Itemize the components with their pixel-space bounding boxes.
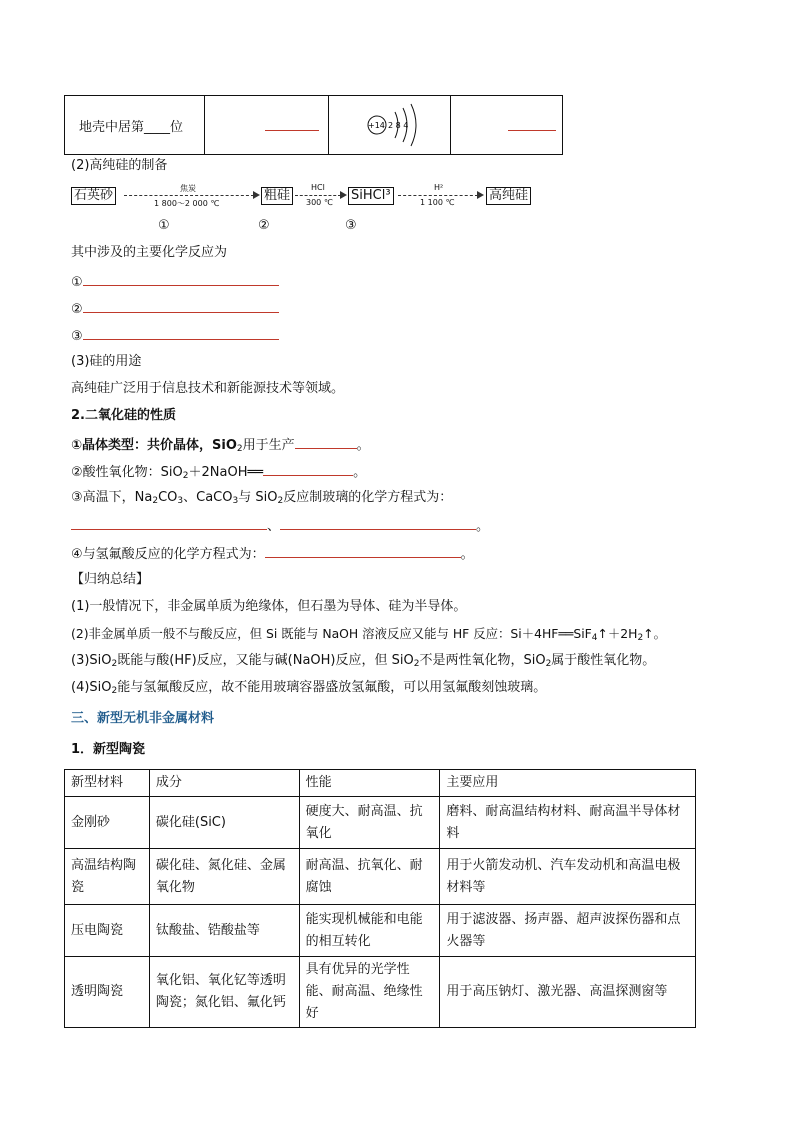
table-cell: 能实现机械能和电能的相互转化 bbox=[299, 905, 440, 957]
prep-heading: (2)高纯硅的制备 bbox=[71, 158, 168, 173]
item4-text: ④与氢氟酸反应的化学方程式为： bbox=[71, 547, 265, 562]
element-info-table bbox=[64, 95, 563, 155]
subscript: 2 bbox=[277, 496, 284, 506]
reaction-mark: ③ bbox=[71, 329, 83, 344]
item3-text: 反应制玻璃的化学方程式为： bbox=[283, 490, 453, 505]
table-divider bbox=[328, 96, 329, 154]
reactions-intro: 其中涉及的主要化学反应为 bbox=[71, 245, 228, 260]
table-header-row bbox=[65, 770, 696, 797]
table-row bbox=[65, 797, 696, 849]
table-cell: 耐高温、抗氧化、耐腐蚀 bbox=[299, 849, 440, 905]
arrow-icon bbox=[340, 191, 347, 199]
arrow-icon bbox=[477, 191, 484, 199]
table-cell: 氧化铝、氧化钇等透明陶瓷；氮化铝、氟化钙 bbox=[149, 957, 299, 1028]
table-header: 新型材料 bbox=[65, 770, 150, 797]
p3-text: 不是两性氧化物，SiO bbox=[419, 653, 546, 668]
summary-p4 bbox=[71, 678, 546, 698]
punct: 。 bbox=[353, 465, 367, 480]
p2-text: (2)非金属单质一般不与酸反应，但 Si 既能与 NaOH 溶液反应又能与 HF 反应：Si＋4HF══SiF bbox=[71, 626, 592, 641]
sio2-item2 bbox=[71, 461, 366, 481]
silicon-atom-structure bbox=[363, 102, 453, 148]
punct: 。 bbox=[460, 547, 474, 562]
subscript: 3 bbox=[177, 496, 184, 506]
sio2-heading: 2.二氧化硅的性质 bbox=[71, 408, 176, 423]
step-mark: ③ bbox=[345, 218, 357, 233]
ceramics-table bbox=[64, 769, 696, 1028]
answer-blank[interactable] bbox=[508, 116, 556, 131]
table-header: 性能 bbox=[299, 770, 440, 797]
table-cell: 硬度大、耐高温、抗氧化 bbox=[299, 797, 440, 849]
item1-text: 用于生产 bbox=[242, 438, 295, 453]
answer-blank[interactable] bbox=[295, 434, 357, 449]
uses-text: 高纯硅广泛用于信息技术和新能源技术等领域。 bbox=[71, 381, 345, 396]
p3-text: 属于酸性氧化物。 bbox=[551, 653, 656, 668]
answer-blank[interactable] bbox=[265, 116, 319, 131]
reaction-mark: ② bbox=[71, 302, 83, 317]
answer-blank[interactable] bbox=[83, 271, 279, 286]
sio2-item4 bbox=[71, 543, 474, 563]
table-cell: 用于高压钠灯、激光器、高温探测窗等 bbox=[440, 957, 696, 1028]
table-cell: 用于滤波器、扬声器、超声波探伤器和点火器等 bbox=[440, 905, 696, 957]
table-cell: 具有优异的光学性能、耐高温、绝缘性好 bbox=[299, 957, 440, 1028]
step-mark: ② bbox=[258, 218, 270, 233]
summary-p1: (1)一般情况下，非金属单质为绝缘体，但石墨为导体、硅为半导体。 bbox=[71, 599, 467, 614]
atom-nucleus-label: +14 bbox=[368, 121, 385, 130]
flow-condition-bottom: 300 ℃ bbox=[306, 198, 333, 207]
subscript: 2 bbox=[152, 496, 159, 506]
flow-box-sihcl3: SiHCl³ bbox=[348, 187, 394, 205]
p3-text: 既能与酸(HF)反应，又能与碱(NaOH)反应，但 SiO bbox=[117, 653, 414, 668]
table-cell: 碳化硅(SiC) bbox=[149, 797, 299, 849]
item1-text: ①晶体类型：共价晶体，SiO bbox=[71, 438, 237, 453]
sio2-item3 bbox=[71, 488, 452, 508]
answer-blank[interactable] bbox=[265, 543, 461, 558]
subscript: 2 bbox=[413, 659, 420, 669]
table-header: 主要应用 bbox=[440, 770, 696, 797]
atom-shell-label: 2 8 4 bbox=[388, 121, 409, 130]
table-cell: 磨料、耐高温结构材料、耐高温半导体材料 bbox=[440, 797, 696, 849]
flow-condition-bottom: 1 100 ℃ bbox=[420, 198, 455, 207]
flow-condition-top: 焦炭 bbox=[180, 184, 196, 193]
table-cell: 压电陶瓷 bbox=[65, 905, 150, 957]
punct: 、 bbox=[267, 519, 281, 534]
subscript: 2 bbox=[236, 444, 243, 454]
answer-blank[interactable] bbox=[83, 325, 279, 340]
reaction-line bbox=[71, 271, 279, 291]
step-mark: ① bbox=[158, 218, 170, 233]
answer-blank[interactable] bbox=[83, 298, 279, 313]
subscript: 4 bbox=[591, 633, 598, 643]
subscript: 3 bbox=[232, 496, 239, 506]
flow-condition-bottom: 1 800～2 000 ℃ bbox=[154, 199, 220, 208]
item2-text: ②酸性氧化物：SiO bbox=[71, 465, 183, 480]
punct: 。 bbox=[356, 438, 370, 453]
reaction-line bbox=[71, 325, 279, 345]
flow-box-pure-si: 高纯硅 bbox=[486, 187, 531, 205]
table-row bbox=[65, 905, 696, 957]
table-divider bbox=[204, 96, 205, 154]
flow-arrow bbox=[295, 195, 341, 196]
item3-text: CO bbox=[158, 490, 178, 505]
summary-heading: 【归纳总结】 bbox=[71, 572, 150, 587]
subscript: 2 bbox=[111, 686, 118, 696]
table-cell: 金刚砂 bbox=[65, 797, 150, 849]
sio2-item3-blanks bbox=[71, 515, 489, 535]
answer-blank[interactable] bbox=[263, 461, 353, 476]
item2-text: ＋2NaOH══ bbox=[188, 465, 264, 480]
table-cell: 碳化硅、氮化硅、金属氧化物 bbox=[149, 849, 299, 905]
table-header: 成分 bbox=[149, 770, 299, 797]
item3-text: 与 SiO bbox=[238, 490, 278, 505]
p4-text: 能与氢氟酸反应，故不能用玻璃容器盛放氢氟酸，可以用氢氟酸刻蚀玻璃。 bbox=[117, 680, 547, 695]
crust-rank-cell: 地壳中居第____位 bbox=[79, 120, 184, 135]
table-cell: 钛酸盐、锆酸盐等 bbox=[149, 905, 299, 957]
answer-blank[interactable] bbox=[71, 515, 267, 530]
subscript: 2 bbox=[637, 633, 644, 643]
p2-text: ↑＋2H bbox=[597, 626, 638, 641]
reaction-line bbox=[71, 298, 279, 318]
sio2-item1 bbox=[71, 434, 370, 454]
subscript: 2 bbox=[545, 659, 552, 669]
p2-text: ↑。 bbox=[643, 626, 667, 641]
flow-box-crude-si: 粗硅 bbox=[261, 187, 293, 205]
table-row bbox=[65, 957, 696, 1028]
ceramics-heading: 1．新型陶瓷 bbox=[71, 742, 146, 757]
flow-arrow bbox=[124, 195, 254, 196]
subscript: 2 bbox=[182, 471, 189, 481]
subscript: 2 bbox=[111, 659, 118, 669]
item3-text: 、CaCO bbox=[183, 490, 233, 505]
p3-text: (3)SiO bbox=[71, 653, 112, 668]
section3-heading: 三、新型无机非金属材料 bbox=[71, 711, 215, 726]
table-row bbox=[65, 849, 696, 905]
flow-box-quartz: 石英砂 bbox=[71, 187, 116, 205]
summary-p3 bbox=[71, 651, 655, 671]
flow-condition-top: HCl bbox=[311, 183, 325, 192]
answer-blank[interactable] bbox=[280, 515, 476, 530]
reaction-mark: ① bbox=[71, 275, 83, 290]
item3-text: ③高温下，Na bbox=[71, 490, 153, 505]
p4-text: (4)SiO bbox=[71, 680, 112, 695]
uses-heading: (3)硅的用途 bbox=[71, 354, 142, 369]
table-cell: 透明陶瓷 bbox=[65, 957, 150, 1028]
table-cell: 用于火箭发动机、汽车发动机和高温电极材料等 bbox=[440, 849, 696, 905]
arrow-icon bbox=[253, 191, 260, 199]
flow-arrow bbox=[398, 195, 478, 196]
flow-condition-top: H² bbox=[434, 183, 444, 192]
table-cell: 高温结构陶瓷 bbox=[65, 849, 150, 905]
summary-p2 bbox=[71, 624, 666, 644]
punct: 。 bbox=[476, 519, 490, 534]
